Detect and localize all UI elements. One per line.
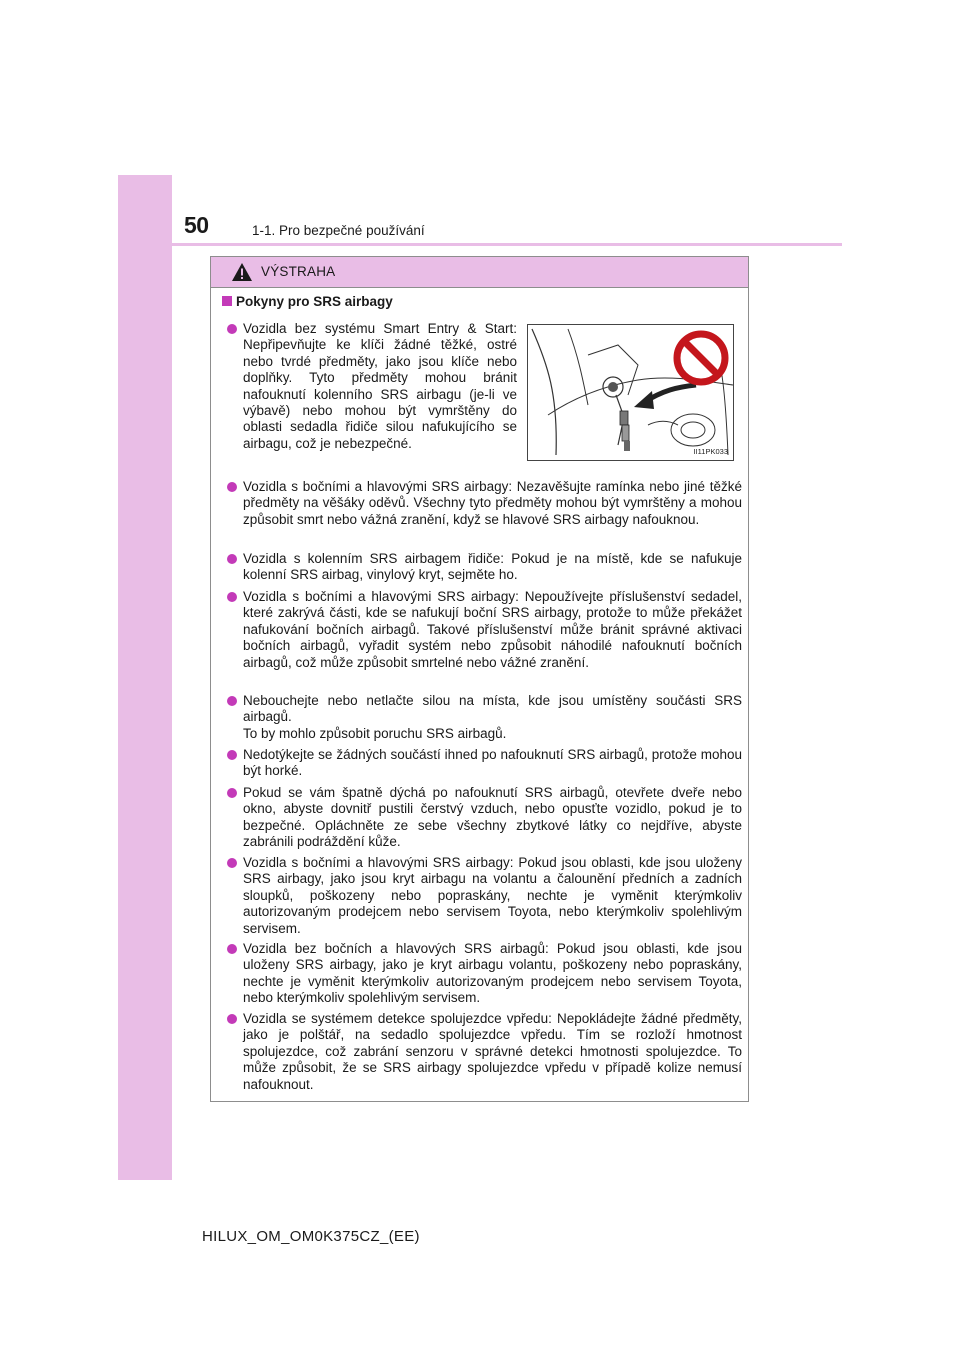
header-rule — [172, 243, 842, 246]
bullet-icon — [227, 944, 237, 954]
warning-item: Vozidla bez systému Smart Entry & Start: Nepřipevňujte ke klíči žádné těžké, ostré nebo tvrdé předměty, jako jsou klíče nebo doplňky. Tyto předměty mohou bránit nafouknutí kolenního SRS airbagu (je-li ve výbavě) nebo mohou být vymrštěny do oblasti sedadla řidiče silou nafukujícího se airbagu, což je nebezpečné. — [227, 321, 517, 452]
bullet-icon — [227, 482, 237, 492]
page-number: 50 — [184, 212, 209, 238]
warning-label: VÝSTRAHA — [261, 264, 336, 279]
square-bullet-icon — [222, 296, 232, 306]
bullet-icon — [227, 554, 237, 564]
bullet-icon — [227, 858, 237, 868]
no-key-accessories-figure — [527, 324, 734, 461]
warning-item: Vozidla bez bočních a hlavových SRS airbagů: Pokud jsou oblasti, kde jsou uloženy SRS airbagy, jako je kryt airbagu volantu, poškozeny nebo popraskány, nechte je vyměnit kterýmkoliv autorizovaným prodejcem nebo servisem Toyota, nebo kterýmkoliv spolehlivým servisem. — [227, 941, 742, 1007]
warning-item: Vozidla s bočními a hlavovými SRS airbagy: Nepoužívejte příslušenství sedadel, které zakrývá části, kde se nafukují boční SRS airbagy, protože to může překážet nafukování bočních airbagů. Takové příslušenství může bránit správné aktivaci bočních airbagů, vyřadit systém nebo způsobit náhodilé nafouknutí bočních airbagů, což může způsobit smrtelné nebo vážné zranění. — [227, 589, 742, 671]
prohibited-icon — [673, 330, 729, 386]
section-title: 1-1. Pro bezpečné používání — [252, 223, 425, 238]
warning-item: Nebouchejte nebo netlačte silou na místa, kde jsou umístěny součásti SRS airbagů. To by mohlo způsobit poruchu SRS airbagů. — [227, 693, 742, 742]
bullet-icon — [227, 696, 237, 706]
warning-item: Vozidla s bočními a hlavovými SRS airbagy: Pokud jsou oblasti, kde jsou uloženy SRS airbagy, jako jsou kryt airbagu na volantu a čalounění předních a zadních sloupků, poškozeny nebo popraskány, nechte je vyměnit kterýmkoliv autorizovaným prodejcem nebo servisem Toyota, nebo kterýmkoliv spolehlivým servisem. — [227, 855, 742, 937]
bullet-icon — [227, 592, 237, 602]
side-tab-band — [118, 175, 172, 1180]
warning-box — [210, 256, 749, 1102]
warning-triangle-icon — [231, 262, 253, 282]
warning-subheading: Pokyny pro SRS airbagy — [222, 294, 393, 309]
warning-item: Vozidla s kolenním SRS airbagem řidiče: Pokud je na místě, kde se nafukuje kolenní SRS airbag, vinylový kryt, sejměte ho. — [227, 551, 742, 584]
bullet-icon — [227, 324, 237, 334]
warning-item: Nedotýkejte se žádných součástí ihned po nafouknutí SRS airbagů, protože mohou být horké. — [227, 747, 742, 780]
figure-code: II11PK033 — [693, 447, 728, 456]
warning-item: Vozidla s bočními a hlavovými SRS airbagy: Nezavěšujte ramínka nebo jiné těžké předměty na věšáky oděvů. Všechny tyto předměty mohou být vymrštěny a mohou způsobit smrt nebo vážná zranění, když se hlavové SRS airbagy nafouknou. — [227, 479, 742, 528]
warning-item: Vozidla se systémem detekce spolujezdce vpředu: Nepokládejte žádné předměty, jako je polštář, na sedadlo spolujezdce vpředu. Tím se rozloží hmotnost spolujezdce, což zabrání senzoru v správné detekci hmotnosti spolujezdce. To může způsobit, že se SRS airbagy spolujezdce vpředu v případě kolize nemusí nafouknout. — [227, 1011, 742, 1093]
warning-header — [211, 257, 748, 288]
warning-item: Pokud se vám špatně dýchá po nafouknutí SRS airbagů, otevřete dveře nebo okno, abyste dovnitř pustili čerstvý vzduch, nebo opusťte vozidlo, pokud je to bezpečné. Opláchněte ze sebe všechny zbytkové látky co nejdříve, abyste zabránili podráždění kůže. — [227, 785, 742, 851]
bullet-icon — [227, 788, 237, 798]
bullet-icon — [227, 750, 237, 760]
document-code: HILUX_OM_OM0K375CZ_(EE) — [202, 1228, 420, 1245]
bullet-icon — [227, 1014, 237, 1024]
